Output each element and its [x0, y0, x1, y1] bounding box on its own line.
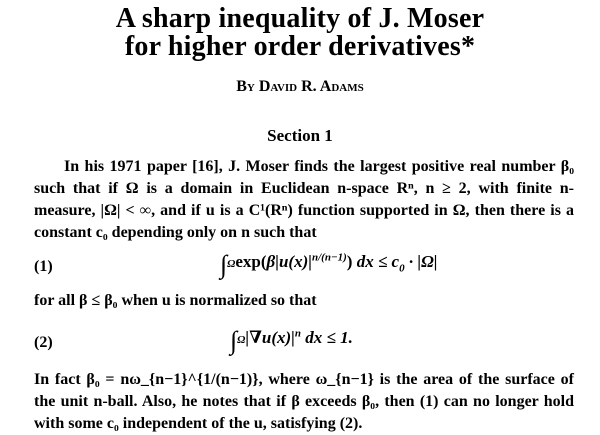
- paper-title-line-1: A sharp inequality of J. Moser: [115, 3, 485, 34]
- paper-title-line-2: for higher order derivatives*: [124, 31, 476, 62]
- author-byline: By David R. Adams: [236, 78, 364, 95]
- equation-2: $\int\Omega|\nabla u(x)|^n$ dx ≤ 1.: [230, 326, 353, 355]
- section-heading: Section 1: [267, 126, 333, 145]
- equation-1: $\int\Omega\exp(\beta|u(x)|^{n/(n-1)})$ dx ≤ $c_0 \cdot |\Omega|$: [220, 250, 438, 279]
- equation-1-number: (1): [34, 258, 53, 275]
- intro-paragraph: In his 1971 paper [16], J. Moser finds the largest positive real number β₀ such that if Ω is a domain in Euclidean n-space Rⁿ, n ≥ 2, with finite n-measure, |Ω| < ∞, and if u is a C¹(Rⁿ) function supported in Ω, then there is a constant c₀ depending only on n such that: [34, 158, 574, 241]
- condition-paragraph: for all β ≤ β₀ when u is normalized so that: [34, 292, 317, 309]
- equation-2-number: (2): [34, 334, 53, 351]
- conclusion-paragraph: In fact β₀ = nω_{n−1}^{1/(n−1)}, where ω_{n−1} is the area of the surface of the unit n-ball. Also, he notes that if β exceeds β₀, then (1) can no longer hold with some c₀ independent of the u, satisfying (2).: [34, 371, 574, 432]
